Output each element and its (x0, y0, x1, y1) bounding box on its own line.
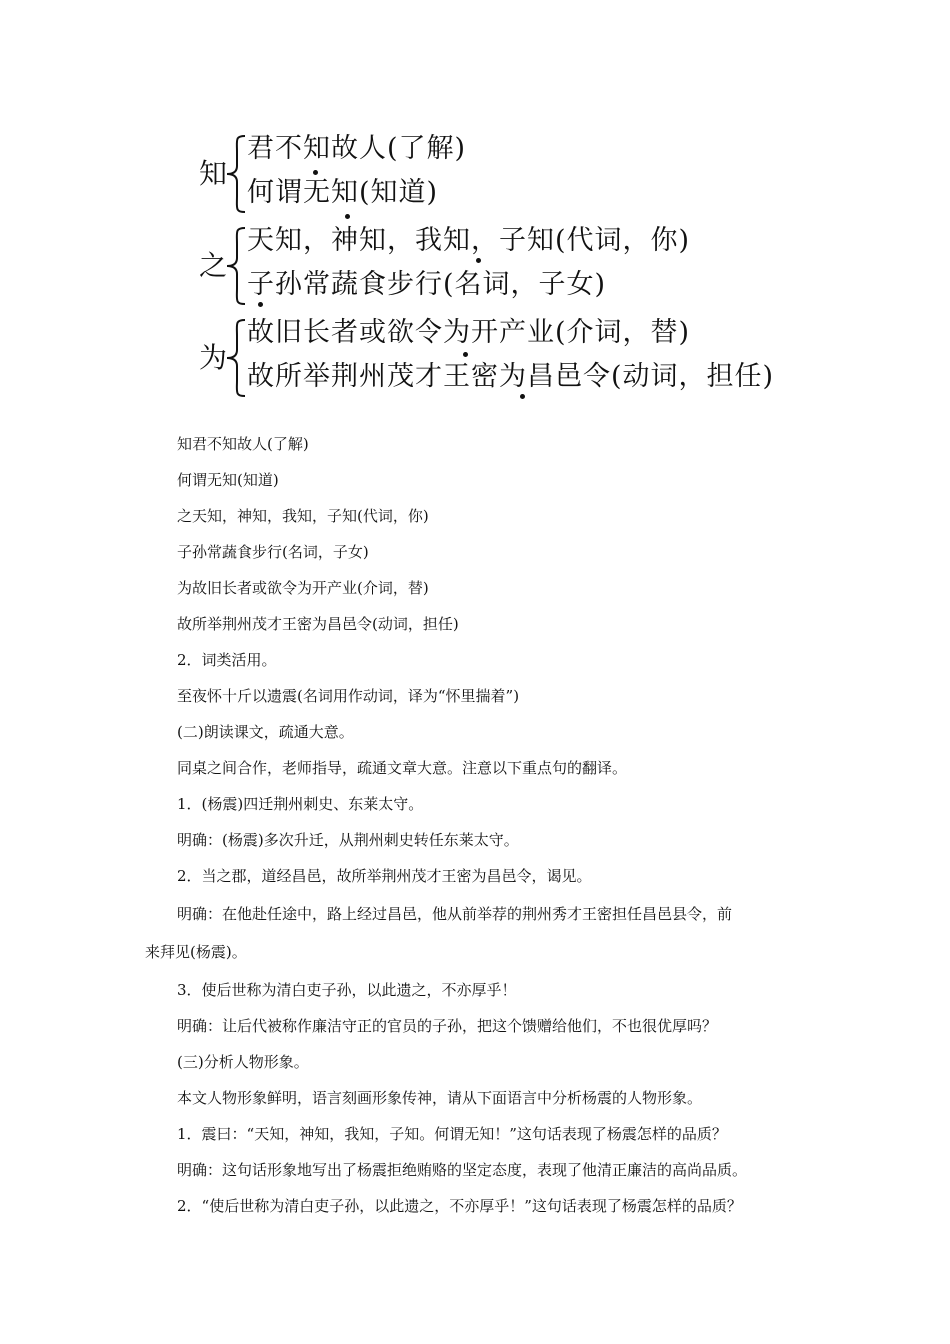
example-line: 子孙常蔬食步行(名词，子女) (247, 269, 607, 300)
word-meaning-figure (195, 128, 805, 410)
text-line: 明确：在他赴任途中，路上经过昌邑，他从前举荐的荆州秀才王密担任昌邑县令，前 (177, 905, 733, 923)
text-line: 知君不知故人(了解) (177, 435, 309, 453)
group-key: 之 (199, 249, 228, 282)
example-line: 故旧长者或欲令为开产业(介词，替) (247, 317, 691, 348)
text-line: 2．“使后世称为清白吏子孙，以此遗之，不亦厚乎！”这句话表现了杨震怎样的品质？ (177, 1197, 742, 1215)
emphasis-dot (463, 352, 468, 357)
emphasis-dot (258, 302, 263, 307)
text-line: 2．当之郡，道经昌邑，故所举荆州茂才王密为昌邑令，谒见。 (177, 867, 592, 885)
text-line: 1．震曰：“天知，神知，我知，子知。何谓无知！”这句话表现了杨震怎样的品质？ (177, 1125, 727, 1143)
emphasis-dot (476, 258, 481, 263)
example-line: 故所举荆州茂才王密为昌邑令(动词，担任) (247, 361, 775, 392)
example-line: 天知，神知，我知，子知(代词，你) (247, 225, 691, 256)
group-key: 知 (199, 157, 228, 190)
text-line: 明确：让后代被称作廉洁守正的官员的子孙，把这个馈赠给他们，不也很优厚吗？ (177, 1017, 718, 1035)
text-line: 本文人物形象鲜明，语言刻画形象传神，请从下面语言中分析杨震的人物形象。 (177, 1089, 703, 1107)
emphasis-dot (313, 170, 318, 175)
text-line: 至夜怀十斤以遗震(名词用作动词，译为“怀里揣着”) (177, 687, 520, 705)
section-heading: (三)分析人物形象。 (177, 1053, 309, 1071)
text-line: 3．使后世称为清白吏子孙，以此遗之，不亦厚乎！ (177, 981, 517, 999)
brace-icon (225, 318, 247, 398)
group-zhi (195, 128, 805, 218)
text-line: 故所举荆州茂才王密为昌邑令(动词，担任) (177, 615, 459, 633)
section-heading: (二)朗读课文，疏通大意。 (177, 723, 354, 741)
brace-icon (225, 226, 247, 306)
emphasis-dot (520, 394, 525, 399)
text-line: 同桌之间合作，老师指导，疏通文章大意。注意以下重点句的翻译。 (177, 759, 628, 777)
example-line: 君不知故人(了解) (247, 133, 467, 164)
text-line: 来拜见(杨震)。 (145, 943, 247, 961)
text-line: 子孙常蔬食步行(名词，子女) (177, 543, 369, 561)
group-wei (195, 312, 805, 402)
group-zhi2 (195, 220, 805, 310)
group-key: 为 (199, 341, 228, 374)
text-line: 1．(杨震)四迁荆州刺史、东莱太守。 (177, 795, 424, 813)
text-line: 之天知，神知，我知，子知(代词，你) (177, 507, 429, 525)
text-line: 明确：这句话形象地写出了杨震拒绝贿赂的坚定态度，表现了他清正廉洁的高尚品质。 (177, 1161, 748, 1179)
example-line: 何谓无知(知道) (247, 177, 439, 208)
brace-icon (225, 134, 247, 214)
text-line: 2．词类活用。 (177, 651, 277, 669)
text-line: 为故旧长者或欲令为开产业(介词，替) (177, 579, 429, 597)
emphasis-dot (345, 214, 350, 219)
text-line: 明确：(杨震)多次升迁，从荆州刺史转任东莱太守。 (177, 831, 519, 849)
text-line: 何谓无知(知道) (177, 471, 279, 489)
